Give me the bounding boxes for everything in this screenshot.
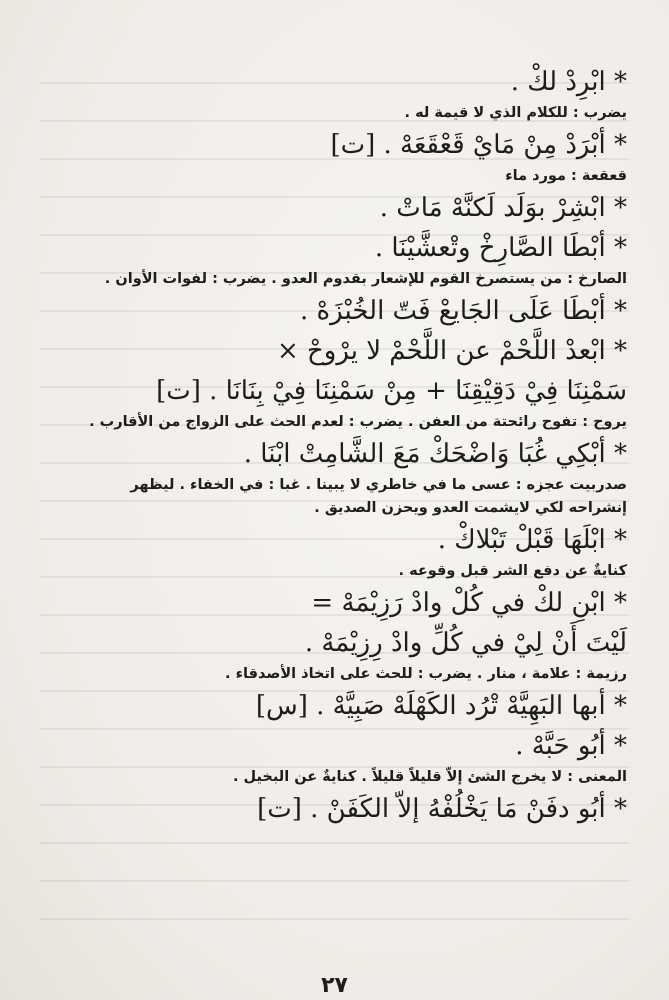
note-line: الصارخ : من يستصرخ القوم للإشعار بقدوم العدو . يضرب : لفوات الأوان . (104, 271, 627, 287)
entry-line: * ابْعدْ اللَّحْمْ عن اللَّحْمْ لا يرْوحْ × (276, 336, 627, 366)
entry-line: * أبْكِي غُبَا وَاضْحَكْ مَعَ الشَّامِتْ ابْنَا . (243, 439, 627, 469)
note-line: رزيمة : علامة ، منار . يضرب : للحث على اتخاذ الأصدقاء . (225, 666, 627, 682)
note-line: يروح : تفوح رائحتة من العفن . يضرب : لعدم الحث على الزواج من الأقارب . (89, 414, 627, 430)
note-line: يضرب : للكلام الذي لا قيمة له . (404, 105, 627, 121)
entry-line: * أبْرَدْ مِنْ مَايْ قَعْقَعَهْ . [ت] (330, 130, 627, 160)
page-number: ٢٧ (321, 973, 348, 998)
entry-line: * ابْرِدْ لكْ . (510, 67, 627, 97)
entry-line: * أبْطَا عَلَى الجَايعْ فَتّ الخُبْزَهْ . (300, 296, 627, 326)
entry-line: * أبُو حَبَّهْ . (515, 731, 627, 761)
page-content (38, 62, 627, 829)
note-line: قعقعة : مورد ماء (505, 168, 627, 184)
entry-line: * ابْلَهَا قَبْلْ تَبْلاكْ . (437, 525, 627, 555)
entry-line: * أبُو دفَنْ مَا يَخْلُفْهُ إلاّ الكَفَنْ . [ت] (257, 794, 627, 824)
note-line: إنشراحه لكي لايشمت العدو ويحزن الصديق . (314, 500, 627, 516)
entry-line: * ابْنِ لكْ في كُلْ وادْ رَزِيْمَهْ = (311, 588, 627, 618)
note-line: صدربيت عجزه : عسى ما في خاطري لا يبينا . غبا : في الخفاء . ليظهر (130, 477, 627, 493)
entry-line: سَمْنِنَا فِيْ دَقِيْقِنَا + مِنْ سَمْنِنَا فِيْ بِنَانَا . [ت] (156, 376, 627, 406)
entry-line: * أبْطَا الصَّارِخْ وتْعشَّيْنَا . (374, 233, 627, 263)
note-line: كنايةٌ عن دفع الشر قبل وقوعه . (398, 563, 627, 579)
entry-line: لَيْتَ أَنْ لِيْ في كُلِّ وادْ رِزِيْمَهْ . (304, 628, 627, 658)
note-line: المعنى : لا يخرج الشئ إلاّ قليلاً قليلاً . كنايةٌ عن البخيل . (232, 769, 627, 785)
entry-line: * ابْشِرْ بوَلَد لَكنَّهْ مَاتْ . (379, 193, 627, 223)
entry-line: * أبها البَهِيَّهْ تْرُد الكَهْلَهْ صَبِيَّهْ . [س] (255, 691, 627, 721)
